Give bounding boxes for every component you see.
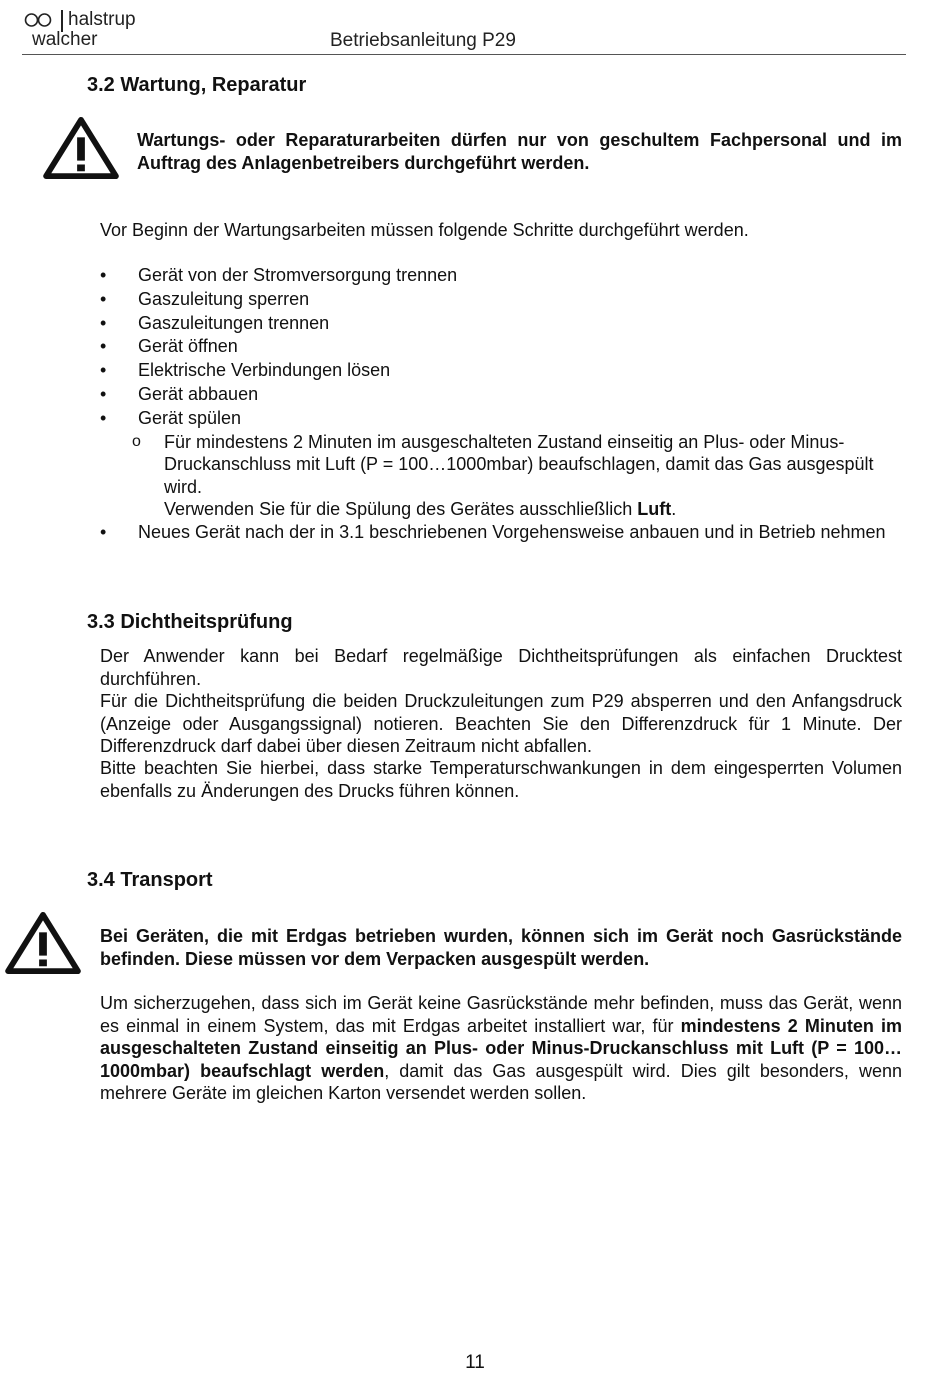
leak-test-paragraph-1: Der Anwender kann bei Bedarf regelmäßige Dichtheitsprüfungen als einfachen Drucktest durchführen. bbox=[100, 646, 902, 689]
warning-triangle-icon bbox=[42, 116, 120, 180]
maintenance-intro: Vor Beginn der Wartungsarbeiten müssen folgende Schritte durchgeführt werden. bbox=[100, 220, 749, 240]
flush-note-suffix: . bbox=[671, 499, 677, 520]
section-heading-3-4: 3.4 Transport bbox=[87, 869, 213, 891]
page-header bbox=[22, 6, 906, 55]
list-item: • Elektrische Verbindungen lösen bbox=[100, 359, 902, 383]
leak-test-paragraph-3: Bitte beachten Sie hierbei, dass starke Temperaturschwankungen in dem eingesperrten Volumen ebenfalls zu Änderungen des Drucks führen können. bbox=[100, 758, 902, 801]
logo-text-walcher: walcher bbox=[32, 29, 98, 50]
company-logo bbox=[22, 8, 142, 52]
maintenance-steps-list bbox=[100, 264, 902, 543]
list-item-label: Gerät spülen bbox=[138, 407, 242, 428]
flush-sub-list bbox=[100, 431, 902, 521]
transport-warning-text: Bei Geräten, die mit Erdgas betrieben wurden, können sich im Gerät noch Gasrückstände befinden. Diese müssen vor dem Verpacken ausgespült werden. bbox=[100, 926, 902, 969]
document-title: Betriebsanleitung P29 bbox=[330, 30, 516, 51]
maintenance-warning-text: Wartungs- oder Reparaturarbeiten dürfen nur von geschultem Fachpersonal und im Auftrag des Anlagenbetreibers durchgeführt werden. bbox=[137, 130, 902, 173]
list-item: • Neues Gerät nach der in 3.1 beschriebenen Vorgehensweise anbauen und in Betrieb nehmen bbox=[100, 521, 902, 544]
section-heading-3-3: 3.3 Dichtheitsprüfung bbox=[87, 611, 293, 633]
flush-instruction: Für mindestens 2 Minuten im ausgeschalteten Zustand einseitig an Plus- oder Minus-Druckanschluss mit Luft (P = 100…1000mbar) beaufschlagen, damit das Gas ausgespült wird. bbox=[164, 431, 874, 497]
logo-infinity-icon bbox=[24, 12, 52, 28]
transport-text-prefix: Um sicherzugehen, dass sich im Gerät keine Gasrückstände mehr befinden, muss das Gerät, wenn es einmal in einem System, das mit Erdgas arbeitet installiert war, für bbox=[100, 993, 902, 1036]
warning-triangle-icon bbox=[4, 911, 82, 975]
list-item: • Gaszuleitung sperren bbox=[100, 288, 902, 312]
list-item: • Gerät öffnen bbox=[100, 335, 902, 359]
flush-note-air: Luft bbox=[637, 499, 672, 520]
list-item-flush-device bbox=[100, 407, 902, 521]
leak-test-paragraph-2: Für die Dichtheitsprüfung die beiden Druckzuleitungen zum P29 absperren und den Anfangsdruck (Anzeige oder Ausgangssignal) notieren. Beachten Sie den Differenzdruck für 1 Minute. Der Differenzdruck darf dabei über diesen Zeitraum nicht abfallen. bbox=[100, 691, 902, 756]
transport-paragraph bbox=[100, 992, 902, 1105]
list-item: • Gerät abbauen bbox=[100, 383, 902, 407]
flush-note-prefix: Verwenden Sie für die Spülung des Gerätes ausschließlich bbox=[164, 499, 638, 520]
list-item: • Gaszuleitungen trennen bbox=[100, 312, 902, 336]
section-heading-3-2: 3.2 Wartung, Reparatur bbox=[87, 74, 307, 96]
transport-text-suffix: , damit das Gas ausgespült wird. Dies gilt besonders, wenn mehrere Geräte im gleichen Karton versendet werden sollen. bbox=[100, 1060, 902, 1103]
transport-text-bold: mindestens 2 Minuten im ausgeschalteten Zustand einseitig an Plus- oder Minus-Druckanschluss mit Luft (P = 100…1000mbar) beaufschlagt werden bbox=[100, 1015, 902, 1081]
sub-list-item bbox=[100, 431, 902, 521]
list-item: • Gerät von der Stromversorgung trennen bbox=[100, 264, 902, 288]
page-number: 11 bbox=[465, 1352, 485, 1373]
logo-text-halstrup: halstrup bbox=[68, 9, 136, 30]
